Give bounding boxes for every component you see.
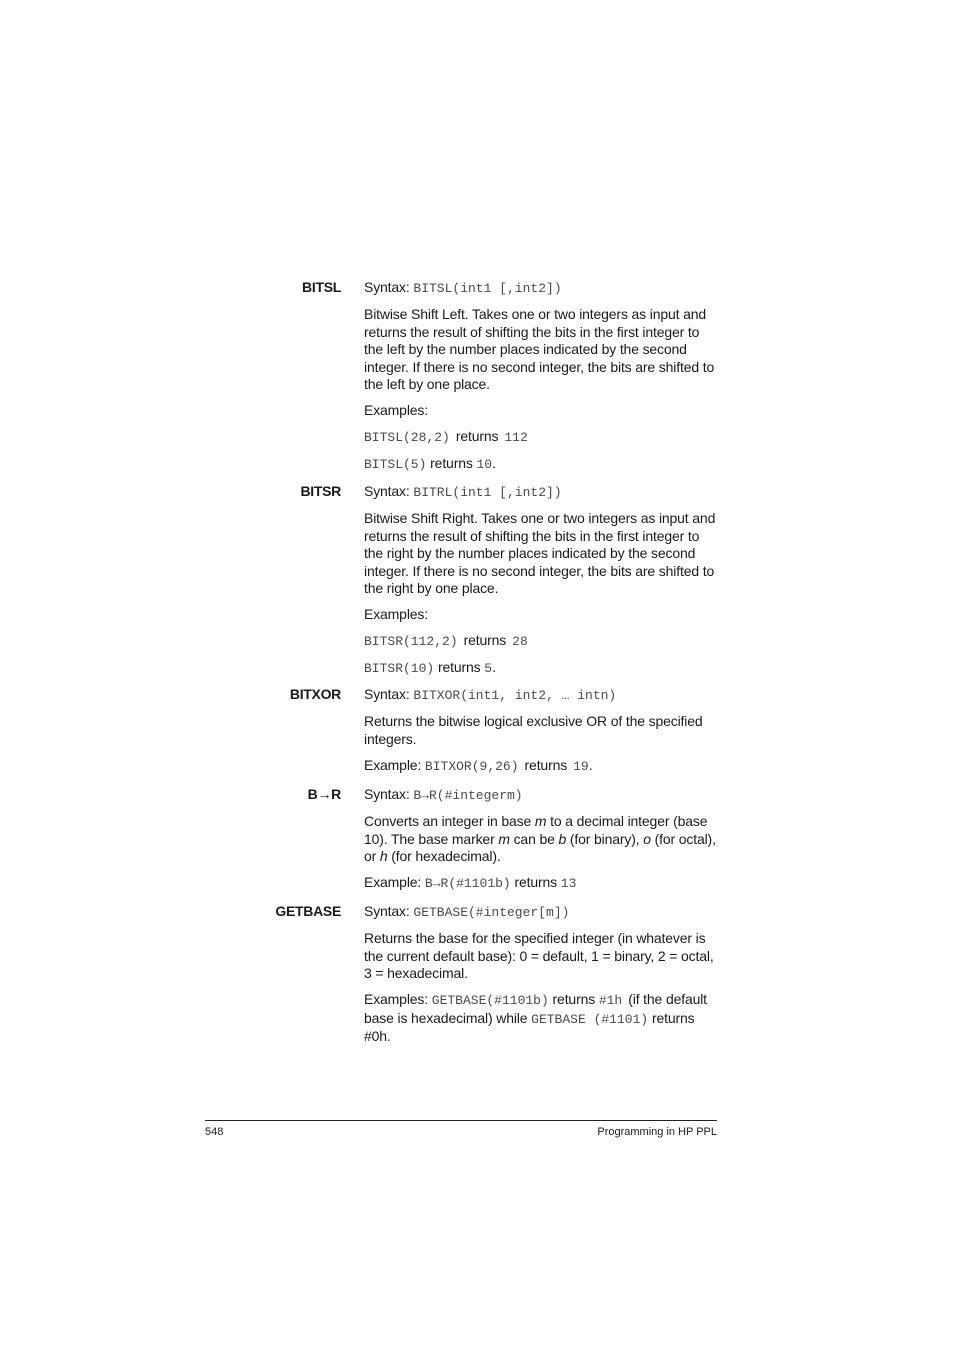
description-italic: o bbox=[643, 830, 651, 847]
syntax-label: Syntax: bbox=[364, 686, 410, 702]
description-text: can be bbox=[509, 830, 559, 847]
syntax-label: Syntax: bbox=[364, 279, 410, 295]
syntax-line bbox=[364, 483, 720, 502]
example-label: Example: bbox=[364, 874, 422, 891]
description-text: (for hexadecimal). bbox=[387, 848, 501, 865]
example-code: B→R(#1101b) bbox=[424, 876, 511, 892]
syntax-label: Syntax: bbox=[364, 483, 410, 499]
syntax-line bbox=[364, 279, 720, 298]
description-text: (for octal), or bbox=[364, 830, 716, 865]
examples-paragraph bbox=[364, 991, 720, 1046]
description-italic: h bbox=[379, 848, 388, 865]
example-word: returns bbox=[524, 756, 568, 773]
example-code: BITSR(112,2) bbox=[364, 634, 458, 650]
syntax-code: BITRL(int1 [,int2]) bbox=[413, 485, 562, 500]
example-result: 19 bbox=[573, 758, 589, 774]
entry-term: BITXOR bbox=[289, 686, 341, 702]
example-word: returns bbox=[552, 991, 596, 1008]
example-code: GETBASE(#1101b) bbox=[431, 993, 549, 1009]
description-text: (for binary), bbox=[566, 830, 644, 847]
example-code: GETBASE (#1101) bbox=[531, 1011, 649, 1027]
entry-description: Bitwise Shift Left. Takes one or two integers as input and returns the result of shifting the bits in the first integer to the left by the number places indicated by the second integer. If there is no second integer, the bits are shifted to the left by one place. bbox=[364, 305, 715, 393]
example-word: returns bbox=[463, 632, 507, 649]
example-result: 112 bbox=[504, 430, 528, 446]
entry-body bbox=[364, 483, 720, 686]
example-end: . bbox=[492, 659, 496, 676]
section-title: Programming in HP PPL bbox=[597, 1126, 717, 1138]
syntax-line bbox=[364, 786, 720, 805]
syntax-code: BITSL(int1 [,int2]) bbox=[413, 281, 562, 296]
syntax-line bbox=[364, 903, 720, 922]
example-result: 10 bbox=[476, 457, 493, 473]
example-code: BITSR(10) bbox=[364, 661, 435, 677]
entry-term: GETBASE bbox=[275, 903, 341, 919]
syntax-code: BITXOR(int1, int2, … intn) bbox=[413, 688, 617, 703]
examples-label: Examples: bbox=[364, 402, 429, 419]
syntax-label: Syntax: bbox=[364, 903, 410, 919]
entry-description: Bitwise Shift Right. Takes one or two integers as input and returns the result of shifting the bits in the first integer to the right by the number places indicated by the second integer. If there is no second integer, the bits are shifted to the right by one place. bbox=[364, 509, 716, 597]
example-word: returns bbox=[514, 874, 558, 891]
entry-description: Returns the bitwise logical exclusive OR of the specified integers. bbox=[364, 712, 703, 747]
syntax-code: GETBASE(#integer[m]) bbox=[413, 905, 570, 920]
entry-body bbox=[364, 279, 720, 482]
description-text: Converts an integer in base bbox=[364, 812, 535, 829]
entry-description: Returns the base for the specified integer (in whatever is the current default base): 0 = default, 1 = binary, 2 = octal, 3 = hexadecimal. bbox=[364, 929, 714, 982]
footer-rule bbox=[205, 1120, 717, 1121]
entry-term: BITSR bbox=[300, 483, 341, 499]
example-code: BITSL(5) bbox=[364, 457, 427, 473]
entry-body bbox=[364, 686, 720, 784]
example-line bbox=[364, 632, 720, 651]
example-result: 13 bbox=[560, 876, 577, 892]
example-word: returns bbox=[437, 659, 481, 676]
example-result: 28 bbox=[512, 634, 528, 650]
example-result: 5 bbox=[484, 661, 493, 677]
page-number: 548 bbox=[205, 1126, 224, 1138]
examples-label: Examples: bbox=[364, 606, 429, 623]
description-italic: m bbox=[534, 812, 547, 829]
entry-term: B→R bbox=[307, 786, 341, 802]
description-italic: m bbox=[498, 830, 510, 847]
example-line bbox=[364, 757, 720, 776]
example-code: BITXOR(9,26) bbox=[424, 758, 519, 774]
example-line bbox=[364, 428, 720, 447]
entry-description bbox=[364, 813, 720, 866]
example-line bbox=[364, 659, 720, 678]
syntax-line bbox=[364, 686, 720, 705]
example-word: returns bbox=[455, 428, 499, 445]
example-line bbox=[364, 455, 720, 474]
example-code: BITSL(28,2) bbox=[364, 430, 450, 446]
example-note: (if the default base is hexadecimal) while bbox=[364, 991, 707, 1026]
example-end: . bbox=[492, 455, 496, 472]
description-text: to a decimal integer (base 10). The base marker bbox=[364, 812, 708, 847]
entry-body bbox=[364, 903, 720, 1054]
syntax-code: B→R(#integerm) bbox=[413, 788, 523, 803]
description-italic: b bbox=[558, 830, 567, 847]
entry-term: BITSL bbox=[302, 279, 341, 295]
example-tail: returns #0h. bbox=[364, 1009, 695, 1045]
example-label: Example: bbox=[364, 756, 422, 773]
example-end: . bbox=[588, 756, 593, 773]
example-line bbox=[364, 874, 720, 893]
syntax-label: Syntax: bbox=[364, 786, 410, 802]
example-result: #1h bbox=[598, 993, 623, 1009]
examples-label: Examples: bbox=[364, 991, 429, 1008]
example-word: returns bbox=[430, 455, 473, 472]
entry-body bbox=[364, 786, 720, 901]
